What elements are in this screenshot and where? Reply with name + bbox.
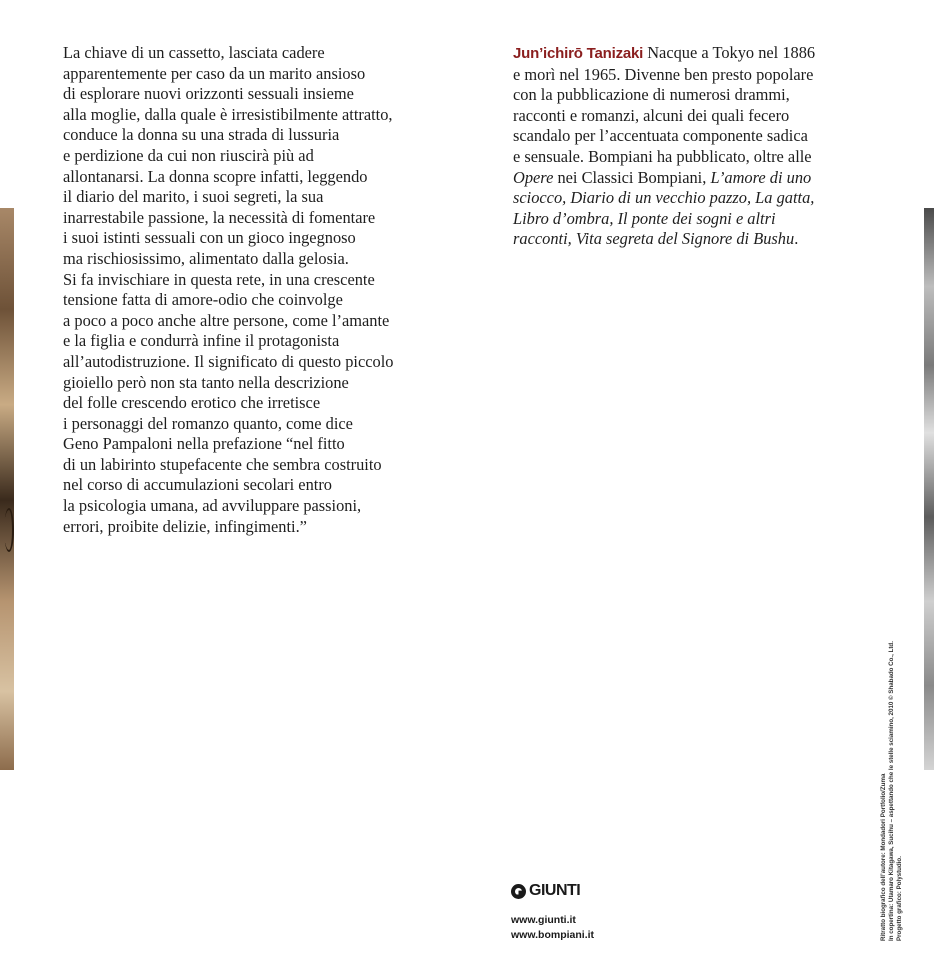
giunti-logo [511, 882, 580, 900]
blurb-line: a poco a poco anche altre persone, come l’amante [63, 310, 390, 330]
blurb-line: alla moglie, dalla quale è irresistibilmente attratto, [63, 104, 393, 124]
blurb-line: i suoi istinti sessuali con un gioco ingegnoso [63, 228, 356, 248]
blurb-line: il diario del marito, i suoi segreti, la sua [63, 187, 324, 207]
giunti-url-link[interactable]: www.giunti.it [511, 914, 576, 926]
blurb-line: inarrestabile passione, la necessità di fomentare [63, 207, 376, 227]
blurb-line: Si fa invischiare in questa rete, in una crescente [63, 269, 375, 289]
credit-line: In copertina: Utamaro Kitagawa, Sucihu – aspettando che le stelle sciamino, 2010 © Shabado Co., Ltd. [888, 641, 896, 941]
blurb-line: di un labirinto stupefacente che sembra costruito [63, 454, 382, 474]
bio-line [513, 188, 858, 209]
blurb-line: gioiello però non sta tanto nella descrizione [63, 372, 349, 392]
book-title: Libro d’ombra, Il ponte dei sogni e altri [513, 208, 776, 228]
book-title: sciocco, Diario di un vecchio pazzo, La gatta, [513, 188, 815, 208]
blurb-line: Geno Pampaloni nella prefazione “nel fitto [63, 434, 345, 454]
blurb-line: di esplorare nuovi orizzonti sessuali insieme [63, 84, 354, 104]
credit-line: Ritratto biografico dell’autore: Mondadori Portfolio/Zuma [880, 773, 887, 941]
author-bio [513, 43, 858, 250]
blurb-line: apparentemente per caso da un marito ansioso [63, 63, 366, 83]
blurb-line: La chiave di un cassetto, lasciata cadere [63, 43, 325, 62]
giunti-logo-text: GIUNTI [529, 882, 581, 899]
book-title: Opere [513, 167, 554, 187]
book-title: racconti, Vita segreta del Signore di Bushu [513, 229, 795, 249]
bio-line: e morì nel 1965. Divenne ben presto popolare [513, 64, 814, 84]
blurb-line: errori, proibite delizie, infingimenti.” [63, 516, 307, 536]
bio-line: con la pubblicazione di numerosi drammi, [513, 85, 790, 105]
blurb-line: nel corso di accumulazioni secolari entro [63, 475, 332, 495]
bio-text: . [794, 229, 799, 249]
credit-line: Progetto grafico: Polystudio. [896, 856, 904, 941]
cover-image-left-edge [0, 208, 14, 770]
bio-line [513, 168, 858, 189]
bio-line: scandalo per l’accentuata componente sadica [513, 126, 808, 146]
blurb-line: allontanarsi. La donna scopre infatti, leggendo [63, 166, 368, 186]
bio-text: Nacque a Tokyo nel 1886 [643, 43, 816, 62]
bio-text: nei Classici Bompiani, [553, 167, 711, 187]
bio-line: e sensuale. Bompiani ha pubblicato, oltre alle [513, 146, 812, 166]
blurb-line: conduce la donna su una strada di lussuria [63, 125, 340, 145]
giunti-g-icon [511, 884, 526, 899]
blurb-line: i personaggi del romanzo quanto, come dice [63, 413, 353, 433]
blurb-text [63, 43, 435, 537]
blurb-line: ma rischiosissimo, alimentato dalla gelosia. [63, 248, 349, 268]
publisher-urls [511, 913, 594, 943]
blurb-line: all’autodistruzione. Il significato di questo piccolo [63, 351, 394, 371]
image-credits [880, 641, 905, 941]
blurb-line: del folle crescendo erotico che irretisce [63, 393, 321, 413]
bio-line [513, 43, 858, 65]
bio-line: racconti e romanzi, alcuni dei quali fecero [513, 105, 790, 125]
blurb-line: la psicologia umana, ad avviluppare passioni, [63, 496, 362, 516]
bio-line [513, 229, 858, 250]
blurb-line: tensione fatta di amore-odio che coinvolge [63, 290, 343, 310]
blurb-line: e la figlia e condurrà infine il protagonista [63, 331, 340, 351]
cover-image-right-edge [924, 208, 934, 770]
blurb-line: e perdizione da cui non riuscirà più ad [63, 145, 314, 165]
bompiani-url-link[interactable]: www.bompiani.it [511, 929, 595, 941]
author-name: Jun’ichirō Tanizaki [513, 45, 644, 62]
bio-line [513, 209, 858, 230]
book-title: L’amore di uno [710, 167, 812, 187]
